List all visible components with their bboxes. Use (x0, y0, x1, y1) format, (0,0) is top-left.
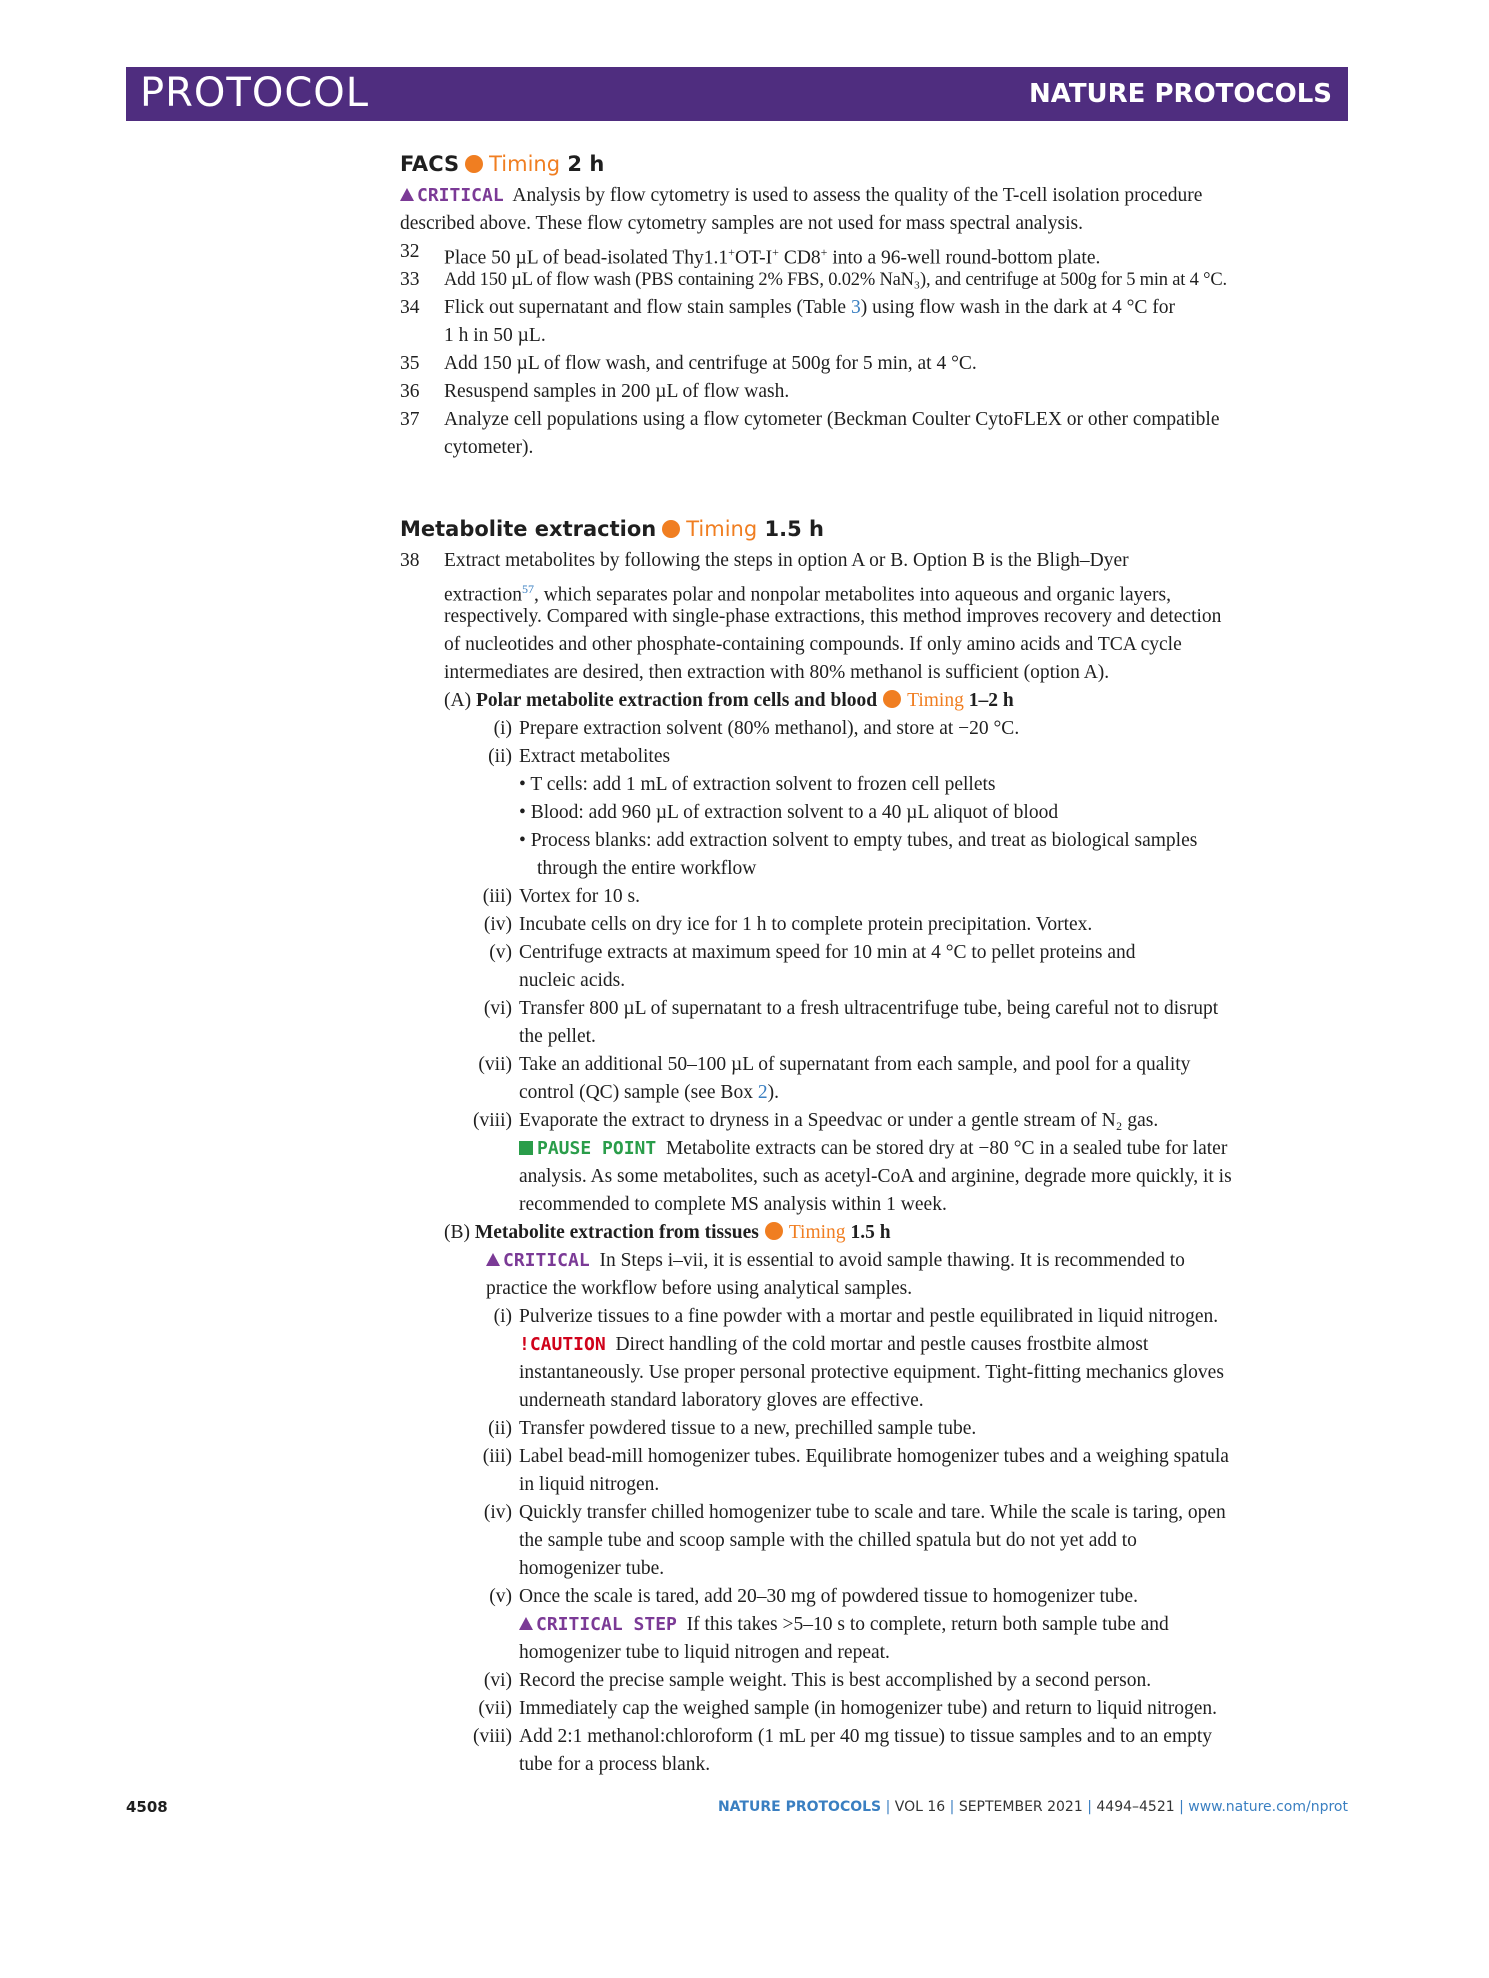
facs-heading: FACS Timing 2 h (400, 152, 605, 176)
facs-critical-cont: described above. These flow cytometry samples are not used for mass spectral analysis. (400, 213, 1084, 234)
intro-line: Extract metabolites by following the steps in option A or B. Option B is the Bligh–Dyer (444, 550, 1129, 571)
substep-text: Label bead-mill homogenizer tubes. Equilibrate homogenizer tubes and a weighing spatula (519, 1446, 1229, 1467)
substep-text-cont: nucleic acids. (519, 970, 626, 991)
step-text: Place 50 µL of bead-isolated Thy1.1+OT-I+ CD8+ into a 96-well round-bottom plate. (444, 245, 1101, 269)
pause-text: recommended to complete MS analysis within 1 week. (519, 1194, 947, 1215)
bullet-item: • Blood: add 960 µL of extraction solvent to a 40 µL aliquot of blood (519, 802, 1059, 823)
substep-text: Quickly transfer chilled homogenizer tube to scale and tare. While the scale is taring, open (519, 1502, 1226, 1523)
step-number: 35 (400, 353, 420, 374)
option-b-heading: (B) Metabolite extraction from tissues Timing 1.5 h (444, 1222, 891, 1243)
substep-number: (v) (489, 1586, 512, 1607)
substep-text: Record the precise sample weight. This is best accomplished by a second person. (519, 1670, 1152, 1691)
bullet-item: • Process blanks: add extraction solvent to empty tubes, and treat as biological samples (519, 830, 1198, 851)
caution-text: instantaneously. Use proper personal protective equipment. Tight-fitting mechanics gloves (519, 1362, 1224, 1383)
option-b-critical: CRITICAL In Steps i–vii, it is essential to avoid sample thawing. It is recommended to (486, 1247, 1185, 1275)
substep-text: Pulverize tissues to a fine powder with a mortar and pestle equilibrated in liquid nitrogen. (519, 1306, 1219, 1327)
timing-dot-icon (883, 690, 901, 708)
pause-text: analysis. As some metabolites, such as acetyl-CoA and arginine, degrade more quickly, it is (519, 1166, 1232, 1187)
substep-number: (ii) (488, 1418, 512, 1439)
caution-text: underneath standard laboratory gloves are effective. (519, 1390, 924, 1411)
intro-line: respectively. Compared with single-phase extractions, this method improves recovery and detection (444, 606, 1222, 627)
substep-text: Transfer powdered tissue to a new, prechilled sample tube. (519, 1418, 977, 1439)
bullet-item: • T cells: add 1 mL of extraction solvent to frozen cell pellets (519, 774, 996, 795)
substep-text: Centrifuge extracts at maximum speed for 10 min at 4 °C to pellet proteins and (519, 942, 1136, 963)
substep-number: (iv) (483, 1502, 512, 1523)
critical-step: CRITICAL STEP If this takes >5–10 s to complete, return both sample tube and (519, 1611, 1169, 1639)
pause-square-icon (519, 1141, 533, 1155)
critical-triangle-icon (400, 188, 414, 201)
header-band (126, 67, 1348, 121)
substep-number: (vi) (483, 998, 512, 1019)
bullet-item-cont: through the entire workflow (537, 858, 757, 879)
substep-text-cont: the pellet. (519, 1026, 596, 1047)
step-text-cont: cytometer). (444, 437, 534, 458)
critical-step-text: homogenizer tube to liquid nitrogen and repeat. (519, 1642, 890, 1663)
step-number: 33 (400, 269, 420, 290)
intro-line: of nucleotides and other phosphate-containing compounds. If only amino acids and TCA cycle (444, 634, 1182, 655)
step-text-cont: 1 h in 50 µL. (444, 325, 546, 346)
substep-number: (iii) (482, 886, 512, 907)
metabolite-heading: Metabolite extraction Timing 1.5 h (400, 517, 824, 541)
substep-text: Take an additional 50–100 µL of supernatant from each sample, and pool for a quality (519, 1054, 1191, 1075)
critical-text: practice the workflow before using analytical samples. (486, 1278, 913, 1299)
step-text: Analyze cell populations using a flow cytometer (Beckman Coulter CytoFLEX or other compatible (444, 409, 1220, 430)
substep-text: Add 2:1 methanol:chloroform (1 mL per 40 mg tissue) to tissue samples and to an empty (519, 1726, 1213, 1747)
substep-text: Extract metabolites (519, 746, 671, 767)
substep-number: (vii) (478, 1698, 512, 1719)
substep-number: (viii) (473, 1110, 512, 1131)
substep-text-cont: the sample tube and scoop sample with the chilled spatula but do not yet add to (519, 1530, 1137, 1551)
step-text: Resuspend samples in 200 µL of flow wash. (444, 381, 790, 402)
journal-link[interactable]: www.nature.com/nprot (1188, 1799, 1348, 1815)
substep-number: (iv) (483, 914, 512, 935)
substep-text: Evaporate the extract to dryness in a Speedvac or under a gentle stream of N₂ gas. (519, 1110, 1159, 1131)
section-type: PROTOCOL (140, 70, 370, 116)
step-text: Flick out supernatant and flow stain samples (Table 3) using flow wash in the dark at 4 °C for (444, 297, 1176, 318)
substep-number: (iii) (482, 1446, 512, 1467)
substep-number: (ii) (488, 746, 512, 767)
option-a-heading: (A) Polar metabolite extraction from cells and blood Timing 1–2 h (444, 690, 1014, 711)
step-number: 36 (400, 381, 420, 402)
intro-line: intermediates are desired, then extraction with 80% methanol is sufficient (option A). (444, 662, 1110, 683)
substep-text: Prepare extraction solvent (80% methanol), and store at −20 °C. (519, 718, 1020, 739)
substep-text: Once the scale is tared, add 20–30 mg of powdered tissue to homogenizer tube. (519, 1586, 1138, 1607)
step-number: 37 (400, 409, 420, 430)
intro-line: extraction$^{57}$, which separates polar and nonpolar metabolites into aqueous and organic layers, (444, 582, 1171, 606)
step-text: Add 150 µL of flow wash (PBS containing 2% FBS, 0.02% NaN₃), and centrifuge at 500g for 5 min at 4 °C. (444, 270, 1227, 290)
page-number: 4508 (126, 1798, 168, 1816)
critical-triangle-icon (486, 1253, 500, 1266)
substep-number: (vi) (483, 1670, 512, 1691)
caution: !CAUTION Direct handling of the cold mortar and pestle causes frostbite almost (519, 1334, 1149, 1355)
substep-text: Incubate cells on dry ice for 1 h to complete protein precipitation. Vortex. (519, 914, 1093, 935)
timing-dot-icon (662, 520, 680, 538)
pause-point: PAUSE POINT Metabolite extracts can be stored dry at −80 °C in a sealed tube for later (519, 1135, 1227, 1163)
step-number: 34 (400, 297, 420, 318)
substep-number: (vii) (478, 1054, 512, 1075)
critical-triangle-icon (519, 1617, 533, 1630)
substep-number: (v) (489, 942, 512, 963)
facs-critical: CRITICAL Analysis by flow cytometry is used to assess the quality of the T-cell isolation procedure (400, 182, 1202, 210)
substep-text: Vortex for 10 s. (519, 886, 640, 907)
substep-number: (i) (493, 1306, 512, 1327)
substep-text: Transfer 800 µL of supernatant to a fresh ultracentrifuge tube, being careful not to disrupt (519, 998, 1219, 1019)
substep-text: Immediately cap the weighed sample (in homogenizer tube) and return to liquid nitrogen. (519, 1698, 1217, 1719)
substep-number: (i) (493, 718, 512, 739)
step-number: 32 (400, 241, 420, 262)
substep-text-cont: homogenizer tube. (519, 1558, 665, 1579)
substep-number: (viii) (473, 1726, 512, 1747)
timing-dot-icon (765, 1222, 783, 1240)
timing-dot-icon (465, 155, 483, 173)
substep-text-cont: control (QC) sample (see Box 2). (519, 1082, 779, 1103)
step-text: Add 150 µL of flow wash, and centrifuge at 500g for 5 min, at 4 °C. (444, 353, 977, 374)
substep-text-cont: tube for a process blank. (519, 1754, 711, 1775)
journal-name: NATURE PROTOCOLS (1028, 79, 1332, 109)
substep-text-cont: in liquid nitrogen. (519, 1474, 660, 1495)
step-number: 38 (400, 550, 420, 571)
footer-citation: NATURE PROTOCOLS | VOL 16 | SEPTEMBER 2021 | 4494–4521 | www.nature.com/nprot (717, 1799, 1348, 1815)
